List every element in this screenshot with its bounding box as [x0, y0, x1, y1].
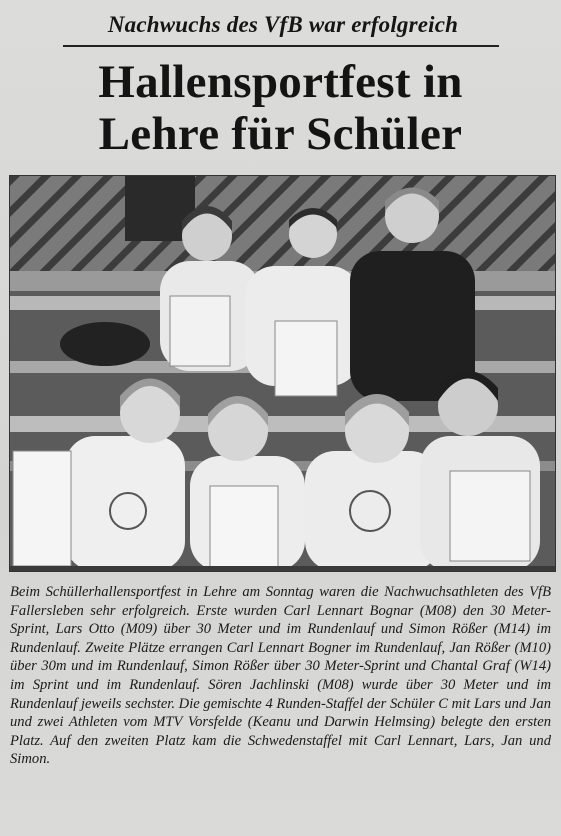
article-kicker: Nachwuchs des VfB war erfolgreich: [107, 12, 459, 37]
headline-line-2: Lehre für Schüler: [98, 108, 463, 160]
kicker-underline: [63, 45, 499, 47]
article-body: Beim Schüllerhallensportfest in Lehre am Sonntag waren die Nachwuchsathleten des VfB Fallersleben sehr erfolgreich. Erste wurden Carl Lennart Bognar (M08) den 30 Meter-Sprint, Lars Otto (M09) über 30 Meter und im Rundenlauf und Simon Rößer (M14) im Rundenlauf. Zweite Plätze errangen Carl Lennart Bogner im Rundenlauf, Jan Rößer (M10) über 30m und im Rundenlauf, Simon Rößer über 30 Meter-Sprint und Chantal Graf (W14) im Sprint und im Rundenlauf. Sören Jachlinski (M08) wurde über 30 Meter und im Rundenlauf jeweils sechster. Die gemischte 4 Runden-Staffel der Schüler C mit Lars und Jan und zwei Athleten vom MTV Vorsfelde (Keanu und Darwin Helmsing) belegte den ersten Platz. Auf den zweiten Platz kam die Schwedenstaffel mit Carl Lennart, Lars, Jan und Simon.: [10, 584, 551, 768]
headline-line-1: Hallensportfest in: [98, 56, 463, 108]
team-photo: [9, 175, 556, 572]
article-headline: [0, 56, 561, 160]
